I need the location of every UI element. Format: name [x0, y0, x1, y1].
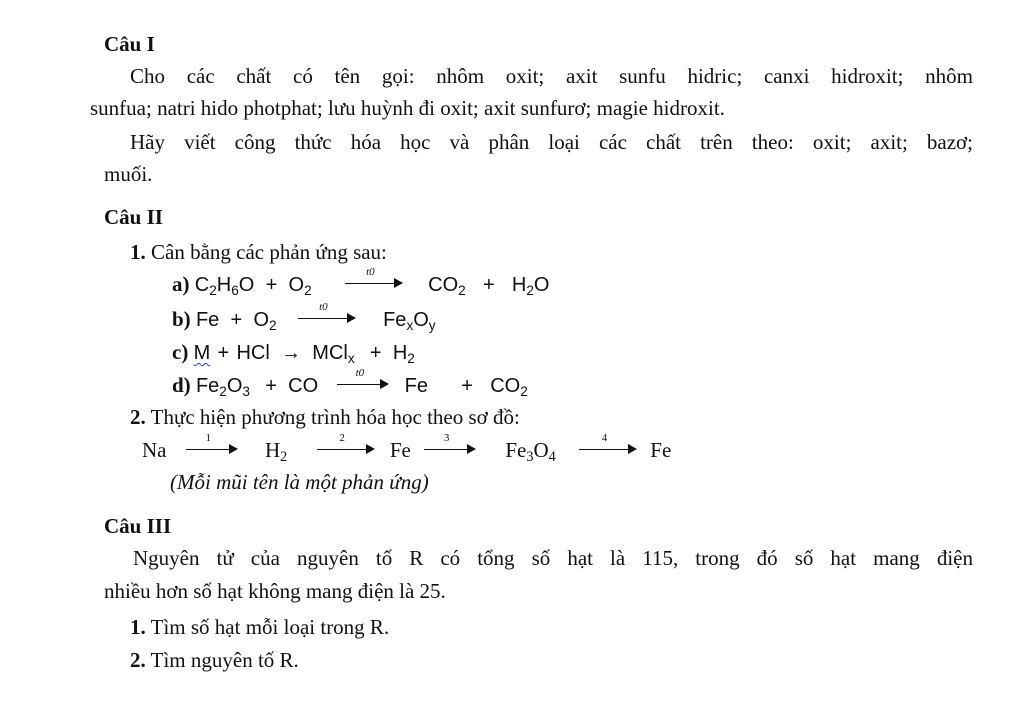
- q3-item-1-number: 1.: [130, 615, 146, 639]
- q1-paragraph-1-line-2: sunfua; natri hido photphat; lưu huỳnh đi oxit; axit sunfurơ; magie hidroxit.: [90, 96, 725, 120]
- reaction-c-plus-1: +: [217, 342, 230, 364]
- q3-item-1: [130, 614, 389, 640]
- q3-item-2: [130, 647, 299, 673]
- reaction-d-reactant-2: CO: [288, 375, 319, 397]
- scheme-arrow-2: 2: [317, 439, 375, 459]
- reaction-scheme: [142, 432, 672, 465]
- q2-part-2-number: 2.: [130, 405, 146, 429]
- q3-paragraph-line-1: Nguyên tử của nguyên tố R có tổng số hạt là 115, trong đó số hạt mang điện: [133, 546, 973, 570]
- q1-paragraph-2-line-1: Hãy viết công thức hóa học và phân loại các chất trên theo: oxit; axit; bazơ;: [130, 130, 973, 154]
- reaction-c-reactant-1: M: [193, 342, 211, 364]
- reaction-c-reactant-2: HCl: [236, 342, 270, 364]
- reaction-b: [172, 301, 436, 333]
- q3-item-1-text: Tìm số hạt mỗi loại trong R.: [150, 615, 390, 639]
- reaction-c-product-2: $H_2$: [392, 342, 415, 366]
- reaction-c-plus-2: +: [369, 342, 382, 364]
- reaction-b-arrow: t0: [298, 308, 356, 328]
- reaction-c: [172, 339, 415, 366]
- reaction-d-product-1: Fe: [404, 375, 428, 397]
- scheme-species-3: Fe: [389, 438, 411, 462]
- reaction-a-product-1: $CO_2$: [428, 274, 466, 298]
- reaction-a-plus-1: +: [265, 274, 278, 296]
- reaction-c-arrow: →: [281, 342, 302, 364]
- q2-part-1-number: 1.: [130, 240, 146, 264]
- scheme-species-5: Fe: [650, 438, 672, 462]
- scheme-species-1: Na: [142, 438, 167, 462]
- scheme-species-4: $Fe_3O_4$: [505, 438, 556, 465]
- q2-part-2-text: Thực hiện phương trình hóa học theo sơ đồ:: [150, 405, 520, 429]
- reaction-c-product-1: MCl$_x$: [312, 342, 355, 366]
- reaction-d-reactant-1: $Fe_2O_3$: [195, 375, 250, 399]
- reaction-a-label: a): [172, 272, 190, 296]
- reaction-c-label: c): [172, 340, 189, 364]
- reaction-b-plus-1: +: [230, 309, 243, 331]
- reaction-d-arrow: t0: [337, 374, 389, 394]
- reaction-d-label: d): [172, 373, 191, 397]
- q1-paragraph-1-line-1: Cho các chất có tên gọi: nhôm oxit; axit sunfu hidric; canxi hidroxit; nhôm: [130, 64, 973, 88]
- q3-paragraph-line-2: nhiều hơn số hạt không mang điện là 25.: [104, 579, 446, 603]
- scheme-arrow-4: 4: [579, 439, 637, 459]
- reaction-b-reactant-2: $O_2$: [253, 309, 277, 333]
- q1-paragraph-2-line-2: muối.: [104, 162, 153, 186]
- q2-part-1-text: Cân bằng các phản ứng sau:: [151, 240, 387, 264]
- heading-cau-2: Câu II: [104, 205, 163, 229]
- reaction-a-reactant-2: $O_2$: [288, 274, 312, 298]
- reaction-a-arrow: t0: [345, 273, 403, 293]
- reaction-a-product-2: $H_2O$: [511, 274, 550, 298]
- heading-cau-1: Câu I: [104, 32, 155, 56]
- reaction-d-plus-1: +: [265, 375, 277, 397]
- q2-part-1: [130, 239, 387, 265]
- reaction-d: [172, 367, 528, 399]
- q2-part-2: [130, 404, 520, 430]
- reaction-a: [172, 266, 550, 298]
- reaction-d-plus-2: +: [461, 375, 473, 397]
- reaction-b-product-1: $Fe_xO_y$: [383, 309, 436, 333]
- reaction-b-label: b): [172, 307, 191, 331]
- scheme-note: (Mỗi mũi tên là một phản ứng): [170, 470, 429, 494]
- reaction-a-plus-2: +: [482, 274, 495, 296]
- q3-item-2-text: Tìm nguyên tố R.: [150, 648, 299, 672]
- heading-cau-3: Câu III: [104, 514, 172, 538]
- q3-item-2-number: 2.: [130, 648, 146, 672]
- reaction-b-reactant-1: Fe: [195, 309, 220, 331]
- scheme-species-2: $H_2$: [265, 438, 288, 465]
- reaction-d-product-2: $CO_2$: [490, 375, 528, 399]
- reaction-a-reactant-1: $C_2H_6O$: [194, 274, 255, 298]
- scheme-arrow-3: 3: [424, 439, 476, 459]
- scheme-arrow-1: 1: [186, 439, 238, 459]
